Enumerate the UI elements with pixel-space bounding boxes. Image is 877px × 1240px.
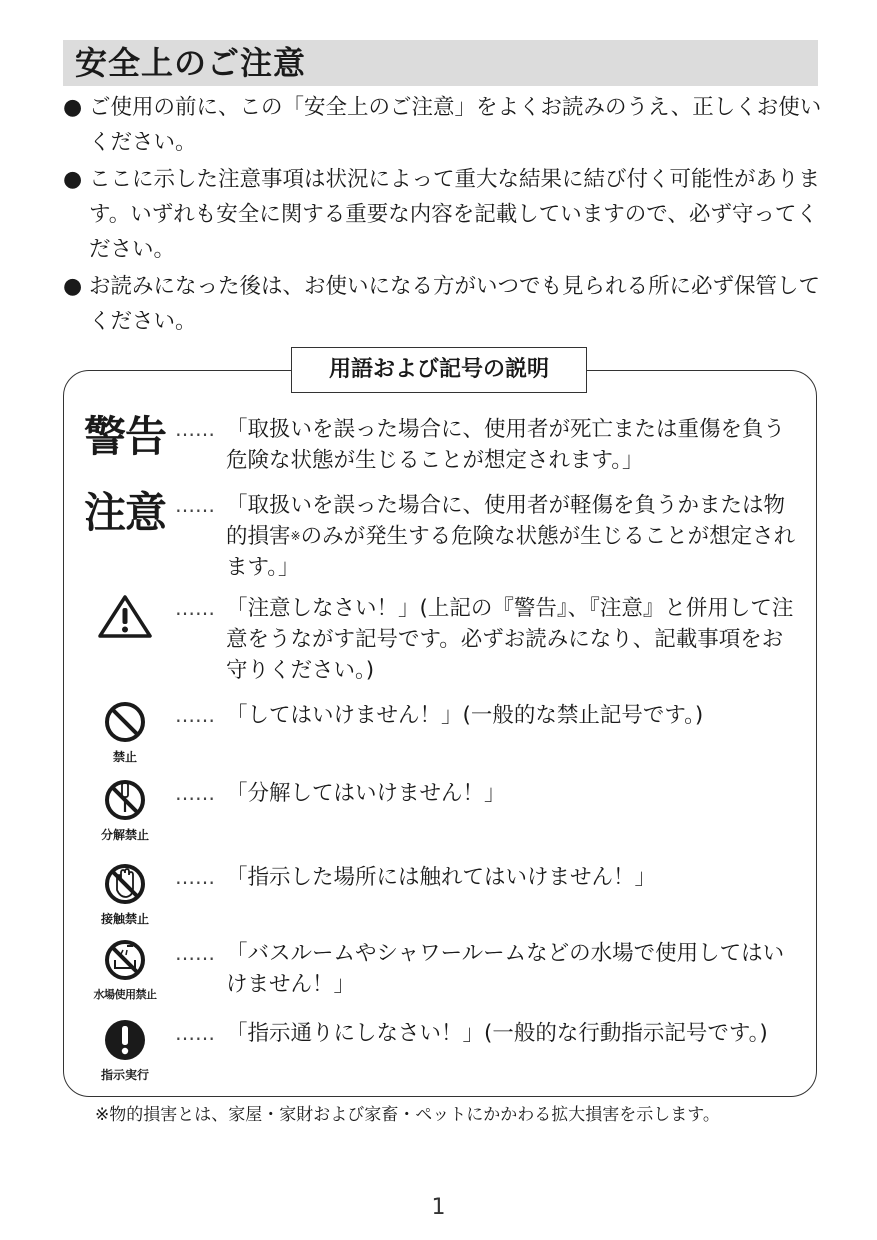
no-disassemble-label: 分解禁止 <box>100 828 149 842</box>
instruction-symbol <box>80 1018 170 1082</box>
no-disassemble-icon <box>101 778 149 822</box>
caution-desc <box>226 490 801 583</box>
intro-item <box>63 162 823 267</box>
prohibit-label: 禁止 <box>112 750 137 764</box>
no-water-desc: 「バスルームやシャワールームなどの水場で使用してはいけません！」 <box>226 941 785 997</box>
leader-dots: …… <box>175 781 215 805</box>
footnote: ※物的損害とは、家屋・家財および家畜・ペットにかかわる拡大損害を示します。 <box>95 1105 720 1125</box>
bullet: ● <box>63 95 83 120</box>
warning-word-text: 警告 <box>83 412 166 461</box>
prohibit-desc: 「してはいけません！」(一般的な禁止記号です。) <box>226 703 704 728</box>
page-title: 安全上のご注意 <box>75 44 307 82</box>
caution-desc-a: 「取扱いを誤った場合に、使用者が軽傷を負うかまたは物的損害 <box>226 493 786 549</box>
exclamation-icon <box>101 1018 149 1062</box>
hand-icon <box>101 862 149 906</box>
no-touch-label: 接触禁止 <box>100 912 149 926</box>
prohibit-symbol <box>80 700 170 764</box>
no-touch-desc: 「指示した場所には触れてはいけません！」 <box>226 865 657 890</box>
shower-icon <box>101 938 149 982</box>
instruction-label: 指示実行 <box>100 1068 149 1082</box>
leader-dots: …… <box>175 865 215 889</box>
no-water-label: 水場使用禁止 <box>93 988 157 1001</box>
no-touch-symbol <box>80 862 170 926</box>
intro-text: お読みになった後は、お使いになる方がいつでも見られる所に必ず保管してください。 <box>89 274 821 334</box>
intro-text: ご使用の前に、この「安全上のご注意」をよくお読みのうえ、正しくお使いください。 <box>89 95 822 155</box>
glossary-title: 用語および記号の説明 <box>291 347 587 393</box>
leader-dots: …… <box>175 941 215 965</box>
warning-word <box>80 414 170 460</box>
intro-item <box>63 269 823 339</box>
leader-dots: …… <box>175 1021 215 1045</box>
caution-word <box>80 490 170 536</box>
no-water-symbol <box>80 938 170 1002</box>
warning-desc: 「取扱いを誤った場合に、使用者が死亡または重傷を負う危険な状態が生じることが想定されます。」 <box>226 417 786 473</box>
title-bar <box>63 40 818 86</box>
leader-dots: …… <box>175 596 215 620</box>
leader-dots: …… <box>175 417 215 441</box>
page-number: 1 <box>431 1195 446 1220</box>
caution-word-text: 注意 <box>83 488 166 537</box>
instruction-desc: 「指示通りにしなさい！」(一般的な行動指示記号です。) <box>226 1021 768 1046</box>
intro-list <box>63 90 823 341</box>
bullet: ● <box>63 274 83 299</box>
leader-dots: …… <box>175 493 215 517</box>
caution-footnote-mark: ※ <box>290 529 301 543</box>
no-disassemble-symbol <box>80 778 170 842</box>
alert-desc: 「注意しなさい！」(上記の『警告』、『注意』と併用して注意をうながす記号です。必ずお読みになり、記載事項をお守りください。) <box>226 596 794 683</box>
intro-item <box>63 90 823 160</box>
no-disassemble-desc: 「分解してはいけません！」 <box>226 781 506 806</box>
leader-dots: …… <box>175 703 215 727</box>
caution-desc-b: のみが発生する危険な状態が生じることが想定されます。」 <box>226 524 796 580</box>
intro-text: ここに示した注意事項は状況によって重大な結果に結び付く可能性があります。いずれも安全に関する重要な内容を記載していますので、必ず守ってください。 <box>89 167 821 262</box>
prohibit-icon <box>101 700 149 744</box>
bullet: ● <box>63 167 83 192</box>
warning-triangle-icon <box>80 593 170 643</box>
